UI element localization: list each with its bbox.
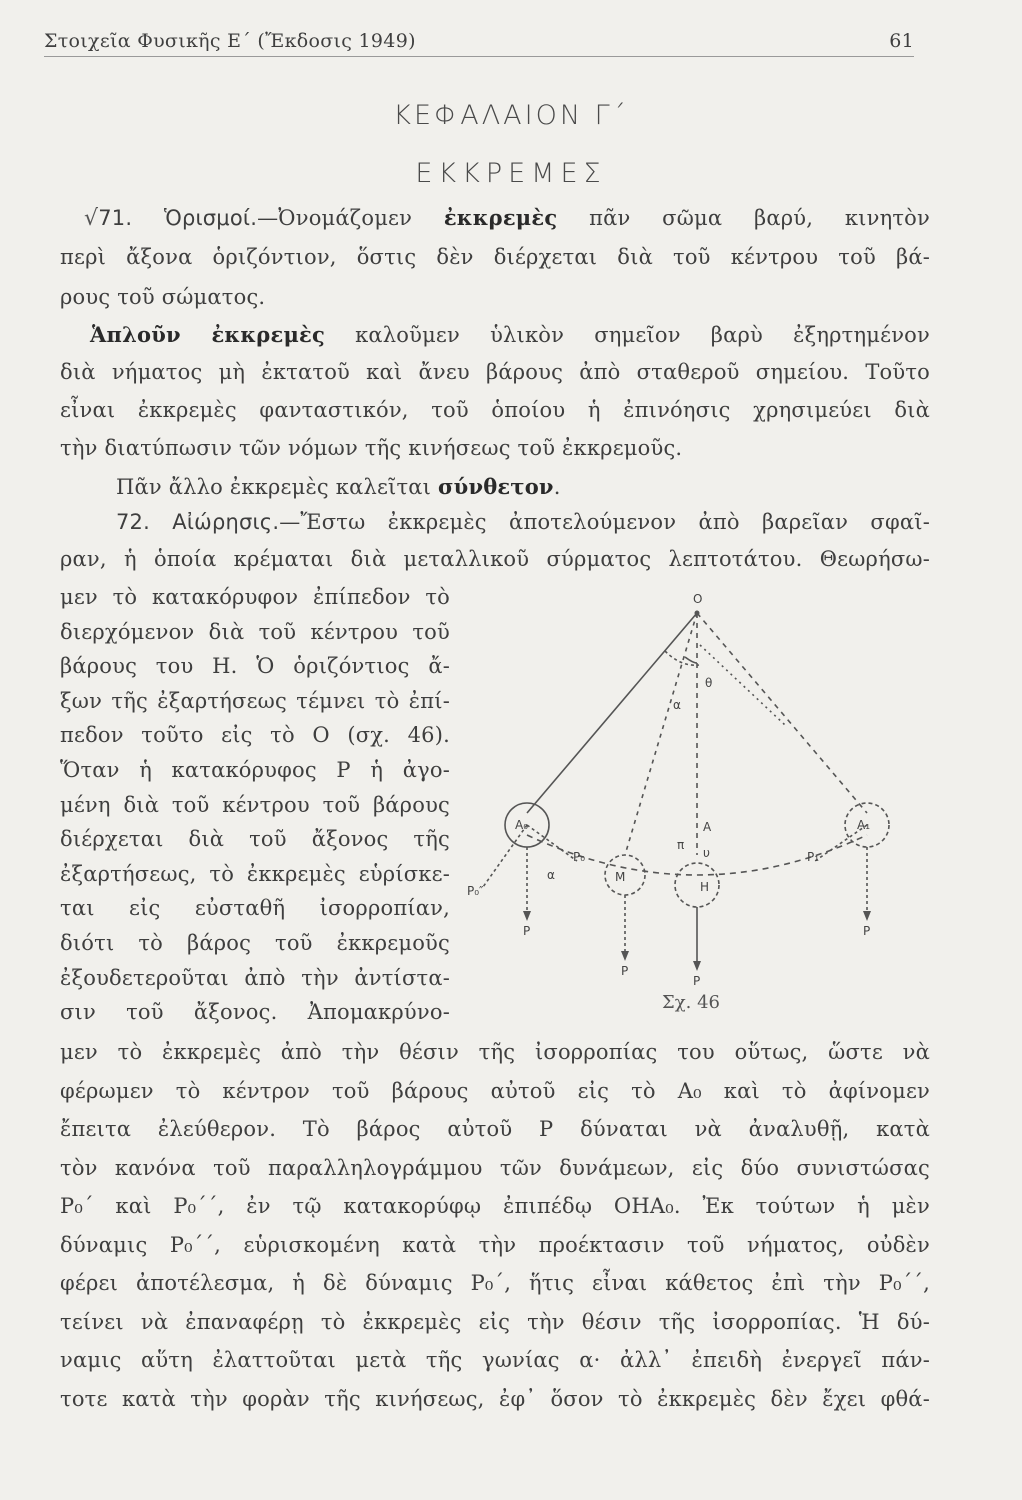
label-pi: π	[677, 838, 685, 852]
sec71-text: πᾶν σῶμα βαρύ, κινητὸν	[557, 206, 930, 230]
sec72-full-line: τείνει νὰ ἐπαναφέρῃ τὸ ἐκκρεμὲς εἰς τὴν θέσιν τῆς ἰσορροπίας. Ἡ δύ-	[60, 1309, 930, 1334]
sec72-line1	[116, 510, 930, 534]
sec72-full-line: τὸν κανόνα τοῦ παραλληλογράμμου τῶν δυνάμεων, εἰς δύο συνιστώσας	[60, 1155, 930, 1180]
arrowhead	[621, 951, 629, 961]
sec72-narrow-line: διότι τὸ βάρος τοῦ ἐκκρεμοῦς	[60, 931, 450, 955]
sec72-heading: 72. Αἰώρησις.	[116, 510, 280, 534]
figure-46-pendulum	[455, 585, 930, 1030]
chapter-label: ΚΕΦΑΛΑΙΟΝ Γ΄	[393, 100, 629, 131]
sec72-narrow-line: ται εἰς εὐσταθῆ ἰσορροπίαν,	[60, 896, 450, 921]
label-theta: θ	[705, 676, 713, 690]
sec72-text: —Ἔστω ἐκκρεμὲς ἀποτελούμενον ἀπὸ βαρεῖαν σφαῖ-	[279, 510, 930, 534]
sec72-narrow-line: πεδον τοῦτο εἰς τὸ Ο (σχ. 46).	[60, 723, 450, 748]
label-v: υ	[703, 846, 710, 860]
component-P0	[527, 825, 577, 861]
label-P-left: P	[523, 924, 531, 938]
label-A1: A₁	[857, 818, 871, 832]
sec71-line1	[84, 205, 930, 231]
label-alpha2: α	[547, 868, 555, 882]
label-A0: A₀	[515, 818, 529, 832]
sec72-narrow-line: μεν τὸ κατακόρυφον ἐπίπεδον τὸ	[60, 585, 450, 609]
sec71-line6: εἶναι ἐκκρεμὲς φανταστικόν, τοῦ ὁποίου ἡ ἐπινόησις χρησιμεύει διὰ	[60, 398, 930, 422]
sec71-heading: 71. Ὁρισμοί.	[98, 206, 258, 230]
running-head	[44, 30, 914, 57]
sec71-text: .	[553, 475, 561, 499]
term-aploun-ekkremes: Ἁπλοῦν ἐκκρεμὲς	[90, 322, 325, 347]
sec72-full-line: Ρ₀΄ καὶ Ρ₀΄΄, ἐν τῷ κατακορύφῳ ἐπιπέδῳ ΟΗΑ₀. Ἐκ τούτων ἡ μὲν	[60, 1194, 930, 1218]
dotted-line	[700, 645, 785, 725]
sec72-full-line: φέρει ἀποτέλεσμα, ἡ δὲ δύναμις Ρ₀΄, ἥτις εἶναι κάθετος ἐπὶ τὴν Ρ₀΄΄,	[60, 1271, 930, 1295]
check-mark: √	[84, 206, 99, 231]
sec72-full-line: δύναμις Ρ₀΄΄, εὑρισκομένη κατὰ τὴν προέκτασιν τοῦ νήματος, οὐδὲν	[60, 1232, 930, 1257]
sec72-full-line: ναμις αὕτη ἐλαττοῦται μετὰ τῆς γωνίας α· ἀλλ᾽ ἐπειδὴ ἐνεργεῖ πάν-	[60, 1348, 930, 1372]
label-O: O	[693, 592, 703, 606]
sec72-full-line: φέρωμεν τὸ κέντρον τοῦ βάρους αὐτοῦ εἰς τὸ Α₀ καὶ τὸ ἀφίνομεν	[60, 1078, 930, 1103]
sec72-narrow-line: σιν τοῦ ἄξονος. Ἀπομακρύνο-	[60, 1000, 450, 1025]
pendulum-diagram	[455, 585, 930, 1030]
sec71-line7: τὴν διατύπωσιν τῶν νόμων τῆς κινήσεως τοῦ ἐκκρεμοῦς.	[60, 436, 683, 460]
sec71-text: Πᾶν ἄλλο ἐκκρεμὲς καλεῖται	[116, 475, 438, 499]
pivot-point	[695, 611, 700, 616]
sec72-full-line: μεν τὸ ἐκκρεμὲς ἀπὸ τὴν θέσιν τῆς ἰσορροπίας του οὕτως, ὥστε νὰ	[60, 1040, 930, 1064]
sec71-line3: ρους τοῦ σώματος.	[60, 285, 266, 309]
bob-H	[675, 863, 719, 907]
sec72-line2: ραν, ἡ ὁποία κρέμαται διὰ μεταλλικοῦ σύρματος λεπτοτάτου. Θεωρήσω-	[60, 547, 930, 571]
component-P0pp	[483, 825, 527, 887]
chapter-title: ΕΚΚΡΕΜΕΣ	[415, 158, 607, 189]
label-A: A	[703, 820, 712, 834]
label-P-center: P	[693, 974, 701, 988]
angle-arc-theta	[685, 657, 697, 663]
label-P-right: P	[863, 924, 871, 938]
label-H: H	[700, 880, 710, 894]
label-P1: P₁	[807, 850, 820, 864]
sec72-narrow-line: ξων τῆς ἐξαρτήσεως τέμνει τὸ ἐπί-	[60, 688, 450, 713]
label-P-mid: P	[621, 964, 629, 978]
sec71-line4	[90, 322, 930, 347]
sec72-narrow-line: ἐξουδετεροῦται ἀπὸ τὴν ἀντίστα-	[60, 965, 450, 990]
label-M: M	[615, 870, 626, 884]
sec71-text: καλοῦμεν ὑλικὸν σημεῖον βαρὺ ἐξηρτημένον	[324, 323, 930, 347]
sec72-narrow-line: μένη διὰ τοῦ κέντρου τοῦ βάρους	[60, 792, 450, 817]
sec71-line5: διὰ νήματος μὴ ἐκτατοῦ καὶ ἄνευ βάρους ἀπὸ σταθεροῦ σημείου. Τοῦτο	[60, 360, 930, 384]
figure-caption: Σχ. 46	[662, 992, 720, 1013]
sec71-line8	[116, 474, 561, 499]
term-syntheton: σύνθετον	[438, 474, 554, 499]
arrowhead	[863, 911, 871, 921]
string-dashed-right	[697, 613, 867, 813]
string-dashed-mid	[625, 613, 697, 855]
label-P0pp: P₀″	[467, 884, 484, 898]
term-ekkremes: ἐκκρεμὲς	[443, 205, 558, 230]
arrowhead	[523, 911, 531, 921]
sec72-narrow-line: διερχόμενον διὰ τοῦ κέντρου τοῦ	[60, 619, 450, 644]
label-P0: P₀	[573, 850, 586, 864]
page-number: 61	[889, 30, 914, 52]
running-head-title: Στοιχεῖα Φυσικῆς Ε΄ (Ἔκδοσις 1949)	[44, 30, 416, 52]
sec72-full-line: τοτε κατὰ τὴν φορὰν τῆς κινήσεως, ἐφ᾽ ὅσον τὸ ἐκκρεμὲς δὲν ἔχει φθά-	[60, 1386, 930, 1411]
arrowhead	[693, 961, 701, 971]
sec72-narrow-line: βάρους του Η. Ὁ ὁριζόντιος ἄ-	[60, 654, 450, 679]
label-alpha: α	[673, 698, 681, 712]
string-line	[527, 613, 697, 813]
sec72-narrow-line: διέρχεται διὰ τοῦ ἄξονος τῆς	[60, 827, 450, 852]
sec72-narrow-line: Ὅταν ἡ κατακόρυφος Ρ ἡ ἀγο-	[60, 758, 450, 782]
sec72-full-line: ἔπειτα ἐλεύθερον. Τὸ βάρος αὐτοῦ Ρ δύναται νὰ ἀναλυθῇ, κατὰ	[60, 1117, 930, 1141]
sec71-text: —Ὀνομάζομεν	[257, 206, 444, 230]
sec71-line2: περὶ ἄξονα ὁριζόντιον, ὅστις δὲν διέρχεται διὰ τοῦ κέντρου τοῦ βά-	[60, 245, 930, 269]
sec72-narrow-line: ἐξαρτήσεως, τὸ ἐκκρεμὲς εὑρίσκε-	[60, 861, 450, 886]
